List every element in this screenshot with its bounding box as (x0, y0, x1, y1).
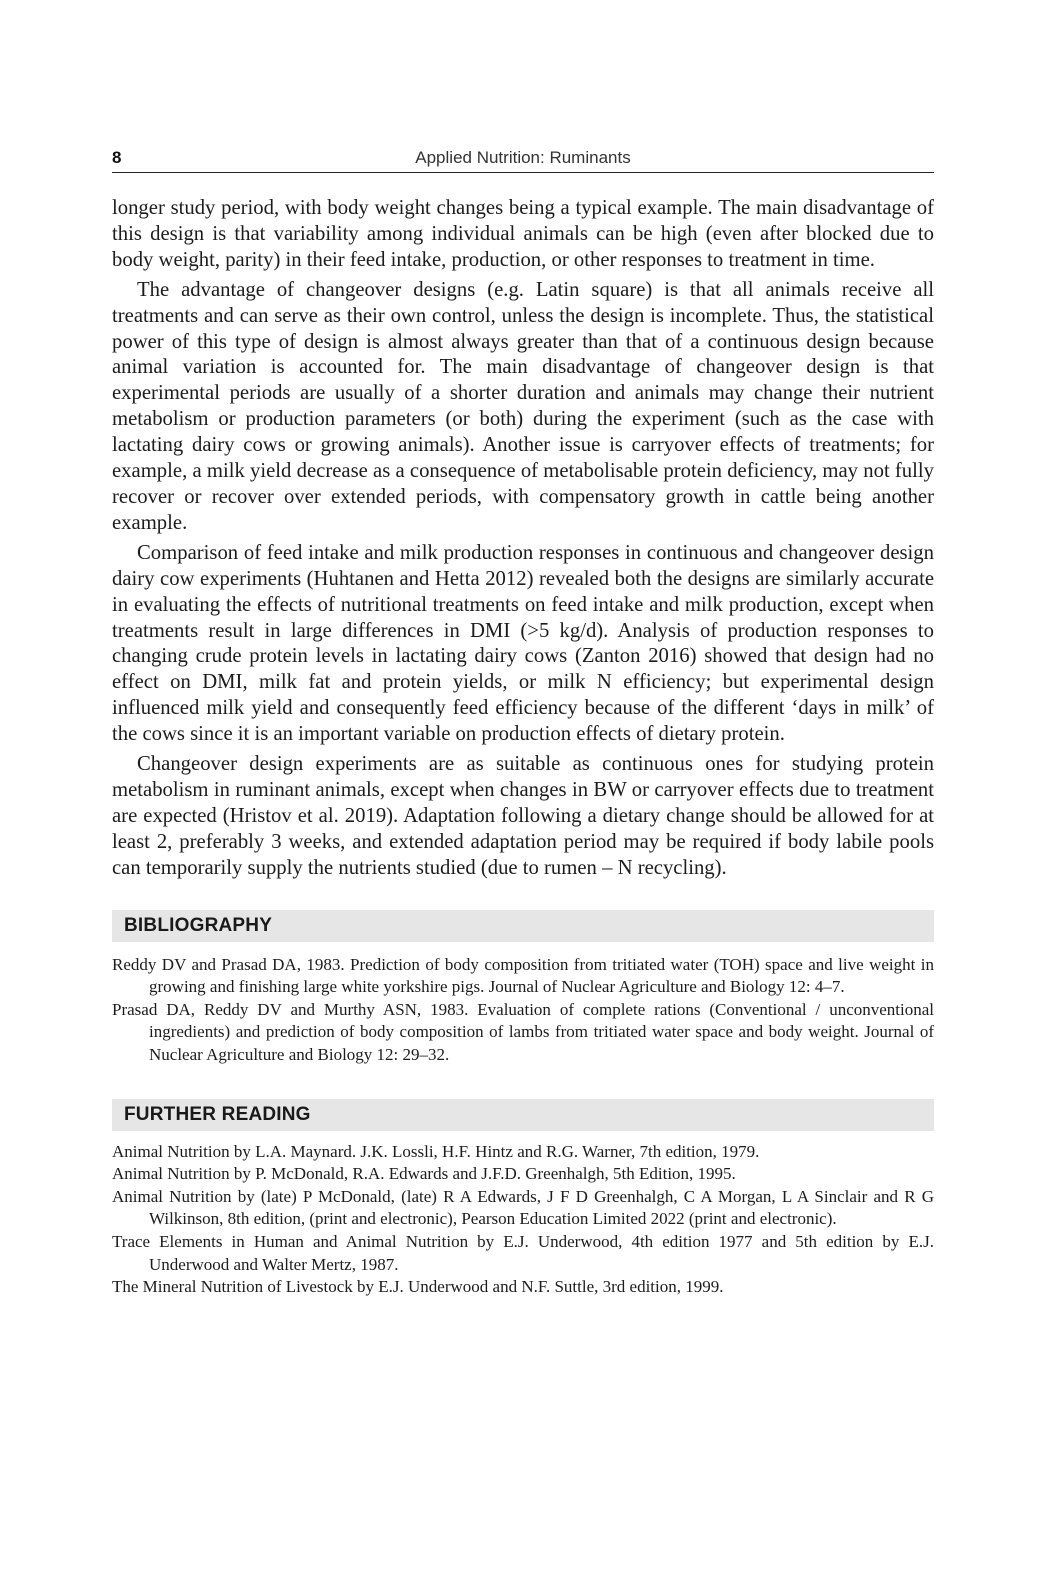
body-paragraph: Comparison of feed intake and milk production responses in continuous and changeover design dairy cow experiments (Huhtanen and Hetta 2012) revealed both the designs are similarly accurate in evaluating the effects of nutritional treatments on feed intake and milk production, except when treatments result in large differences in DMI (>5 kg/d). Analysis of production responses to changing crude protein levels in lactating dairy cows (Zanton 2016) showed that design had no effect on DMI, milk fat and protein yields, or milk N efficiency; but experimental design influenced milk yield and consequently feed efficiency because of the different ‘days in milk’ of the cows since it is an important variable on production effects of dietary protein. (112, 541, 934, 746)
body-text (112, 196, 934, 882)
running-title: Applied Nutrition: Ruminants (415, 148, 631, 167)
body-paragraph: longer study period, with body weight changes being a typical example. The main disadvantage of this design is that variability among individual animals can be high (even after blocked due to body weight, parity) in their feed intake, production, or other responses to treatment in time. (112, 197, 934, 271)
further-reading-entry: The Mineral Nutrition of Livestock by E.J. Underwood and N.F. Suttle, 3rd edition, 1999. (112, 1277, 724, 1297)
bibliography-list (112, 954, 934, 1067)
book-page (112, 146, 934, 1299)
further-reading-heading: FURTHER READING (112, 1099, 934, 1131)
further-reading-entry: Animal Nutrition by (late) P McDonald, (late) R A Edwards, J F D Greenhalgh, C A Morgan, L A Sinclair and R G Wilkinson, 8th edition, (print and electronic), Pearson Education Limited 2022 (print and electronic). (112, 1186, 934, 1229)
running-header (112, 146, 934, 173)
page-number: 8 (112, 148, 122, 167)
further-reading-entry: Animal Nutrition by P. McDonald, R.A. Edwards and J.F.D. Greenhalgh, 5th Edition, 1995. (112, 1164, 736, 1184)
bibliography-entry: Prasad DA, Reddy DV and Murthy ASN, 1983. Evaluation of complete rations (Conventional / unconventional ingredients) and prediction of body composition of lambs from tritiated water space and body weight. Journal of Nuclear Agriculture and Biology 12: 29–32. (112, 999, 934, 1064)
further-reading-entry: Animal Nutrition by L.A. Maynard. J.K. Lossli, H.F. Hintz and R.G. Warner, 7th edition, 1979. (112, 1141, 760, 1161)
bibliography-entry: Reddy DV and Prasad DA, 1983. Prediction of body composition from tritiated water (TOH) space and live weight in growing and finishing large white yorkshire pigs. Journal of Nuclear Agriculture and Biology 12: 4–7. (112, 954, 934, 997)
bibliography-heading: BIBLIOGRAPHY (112, 910, 934, 942)
further-reading-list (112, 1141, 934, 1299)
body-paragraph: Changeover design experiments are as suitable as continuous ones for studying protein metabolism in ruminant animals, except when changes in BW or carryover effects due to treatment are expected (Hristov et al. 2019). Adaptation following a dietary change should be allowed for at least 2, preferably 3 weeks, and extended adaptation period may be required if body labile pools can temporarily supply the nutrients studied (due to rumen – N recycling). (112, 753, 934, 879)
body-paragraph: The advantage of changeover designs (e.g. Latin square) is that all animals receive all treatments and can serve as their own control, unless the design is incomplete. Thus, the statistical power of this type of design is almost always greater than that of a continuous design because animal variation is accounted for. The main disadvantage of changeover design is that experimental periods are usually of a shorter duration and animals may change their nutrient metabolism or production parameters (or both) during the experiment (such as the case with lactating dairy cows or growing animals). Another issue is carryover effects of treatments; for example, a milk yield decrease as a consequence of metabolisable protein deficiency, may not fully recover or recover over extended periods, with compensatory growth in cattle being another example. (112, 278, 934, 534)
further-reading-entry: Trace Elements in Human and Animal Nutrition by E.J. Underwood, 4th edition 1977 and 5th edition by E.J. Underwood and Walter Mertz, 1987. (112, 1231, 934, 1274)
